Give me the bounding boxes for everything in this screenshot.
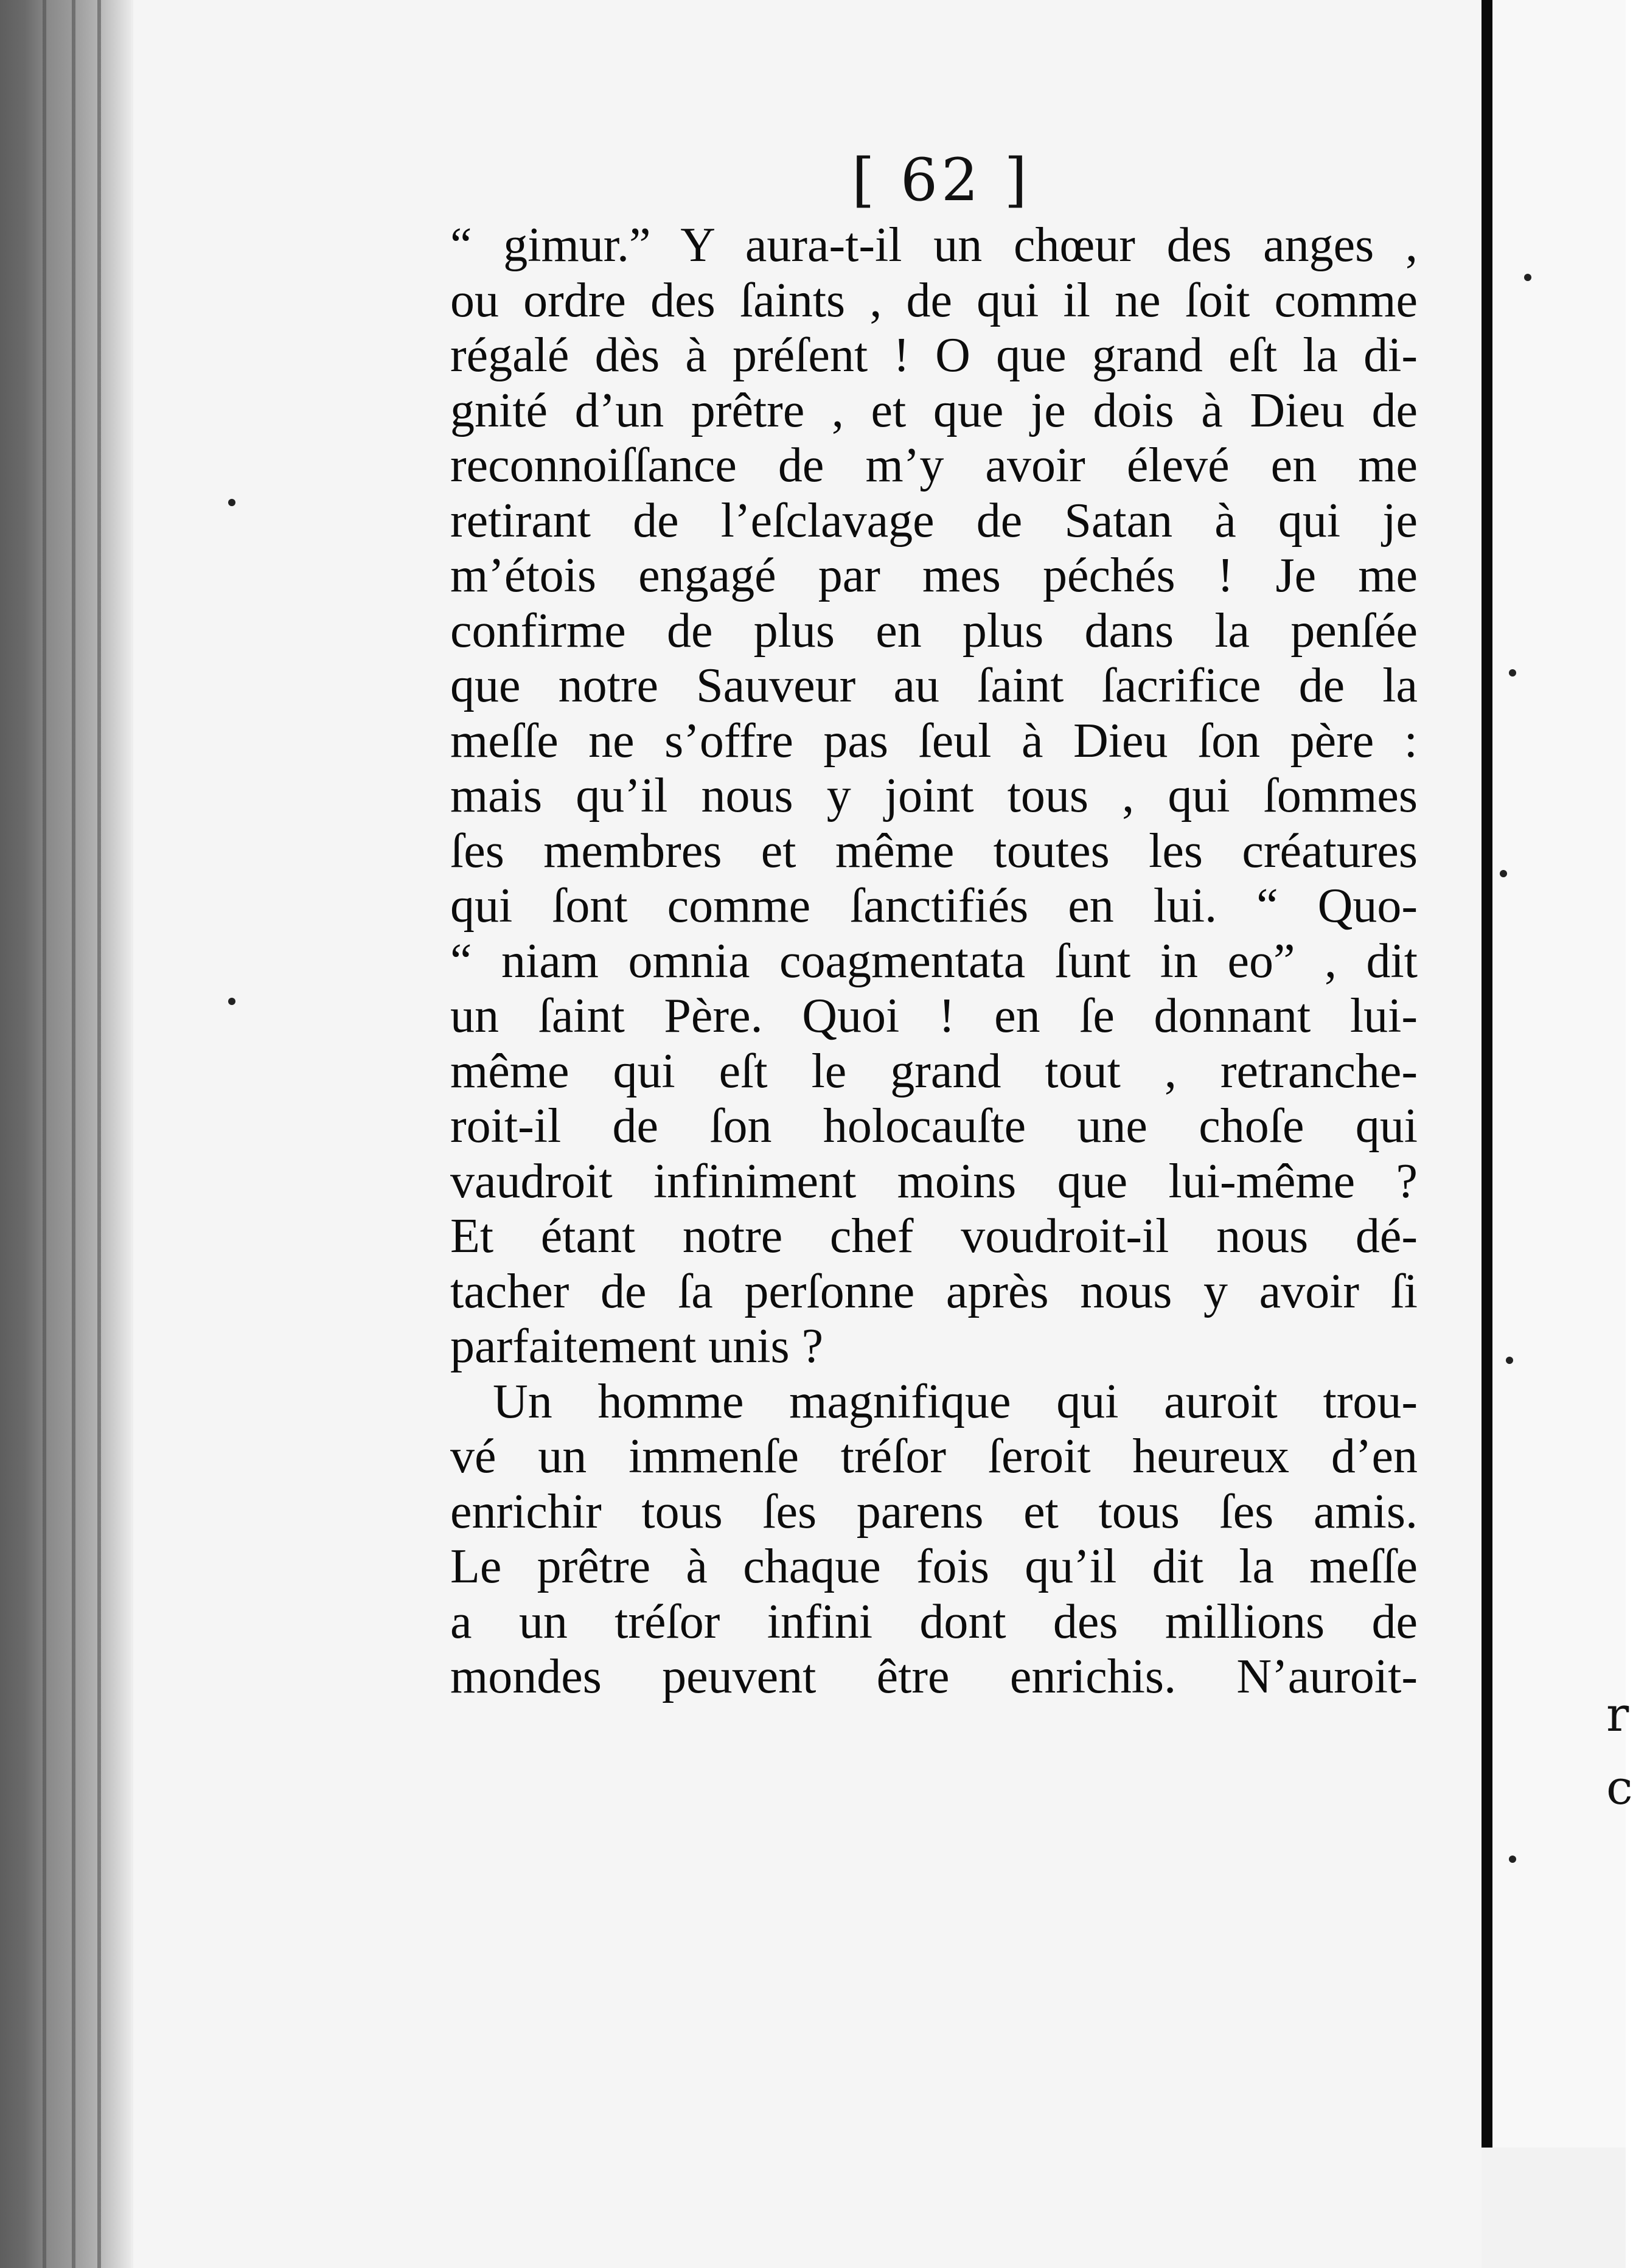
text-line: m’étois engagé par mes péchés ! Je me	[450, 549, 1418, 602]
binding-stripe	[97, 0, 101, 2268]
text-line: Et étant notre chef voudroit-il nous dé-	[450, 1209, 1418, 1263]
text-line: mais qu’il nous y joint tous , qui ſommes	[450, 769, 1418, 823]
scan-speck	[228, 499, 235, 506]
text-line: qui ſont comme ſanctifiés en lui. “ Quo-	[450, 879, 1418, 933]
text-line: meſſe ne s’offre pas ſeul à Dieu ſon père :	[450, 714, 1418, 768]
text-line: un ſaint Père. Quoi ! en ſe donnant lui-	[450, 989, 1418, 1043]
right-margin	[1492, 0, 1626, 2268]
margin-fragment: c	[1606, 1761, 1633, 1815]
text-line: vé un immenſe tréſor ſeroit heureux d’en	[450, 1430, 1418, 1483]
text-line: retirant de l’eſclavage de Satan à qui je	[450, 493, 1418, 548]
text-line: enrichir tous ſes parens et tous ſes amis.	[450, 1484, 1418, 1539]
text-line: Le prêtre à chaque fois qu’il dit la meſſe	[450, 1540, 1418, 1593]
text-line: mondes peuvent être enrichis. N’auroit-	[450, 1650, 1418, 1703]
binding-stripe	[72, 0, 75, 2268]
left-binding-edge	[0, 0, 131, 2268]
text-line: “ niam omnia coagmentata ſunt in eo” , dit	[450, 934, 1418, 988]
paragraph	[450, 218, 1418, 1374]
text-line: vaudroit infiniment moins que lui-même ?	[450, 1154, 1418, 1208]
text-line: “ gimur.” Y aura-t-il un chœur des anges ,	[450, 218, 1418, 272]
right-page-edge	[1482, 0, 1492, 2148]
text-line: régalé dès à préſent ! O que grand eſt la di-	[450, 329, 1418, 382]
text-line: que notre Sauveur au ſaint ſacrifice de la	[450, 659, 1418, 712]
scan-speck	[1506, 1357, 1513, 1364]
text-line: même qui eſt le grand tout , retranche-	[450, 1044, 1418, 1098]
text-line: ſes membres et même toutes les créatures	[450, 824, 1418, 878]
body-text	[450, 218, 1418, 1705]
text-line: reconnoiſſance de m’y avoir élevé en me	[450, 439, 1418, 492]
text-line: confirme de plus en plus dans la penſée	[450, 604, 1418, 658]
text-line: tacher de ſa perſonne après nous y avoir ſi	[450, 1264, 1418, 1318]
text-line: Un homme magnifique qui auroit trou-	[493, 1374, 1418, 1428]
binding-stripe	[43, 0, 46, 2268]
scan-speck	[1509, 669, 1516, 677]
text-line: a un tréſor infini dont des millions de	[450, 1595, 1418, 1649]
paragraph	[450, 1374, 1418, 1705]
bottom-margin	[1482, 2148, 1626, 2268]
text-line: parfaitement unis ?	[450, 1320, 824, 1373]
text-line: ou ordre des ſaints , de qui il ne ſoit comme	[450, 273, 1418, 327]
scan-speck	[228, 998, 235, 1005]
margin-fragment: r	[1606, 1688, 1629, 1742]
scan-speck	[1524, 274, 1531, 281]
text-line: gnité d’un prêtre , et que je dois à Dieu de	[450, 383, 1418, 437]
text-line: roit-il de ſon holocauſte une choſe qui	[450, 1099, 1418, 1153]
page-number: [ 62 ]	[852, 146, 1031, 214]
scan-speck	[1509, 1856, 1516, 1863]
scan-speck	[1500, 870, 1507, 877]
